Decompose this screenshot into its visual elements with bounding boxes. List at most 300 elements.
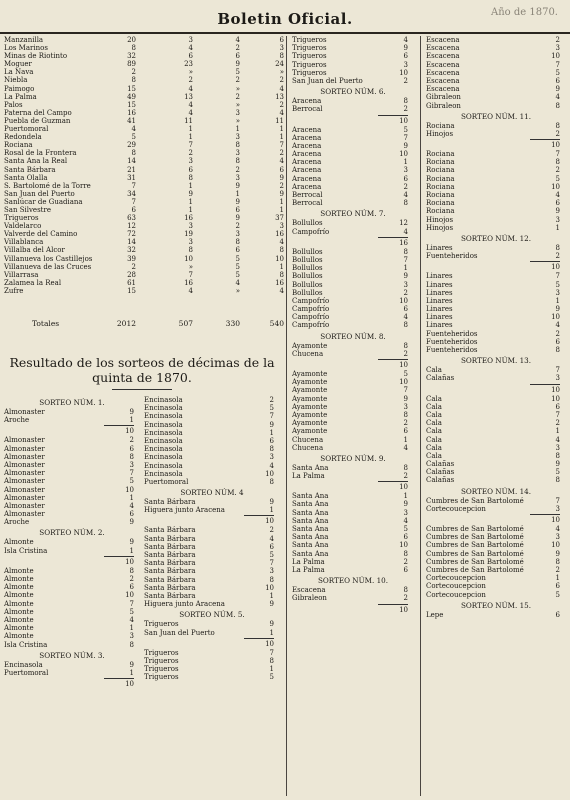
draw-number: 8 bbox=[403, 247, 408, 256]
draw-town: Cortecoucepcion bbox=[426, 574, 486, 583]
draw-entry bbox=[290, 69, 416, 77]
row-value: 20 bbox=[127, 36, 136, 44]
draw-entry bbox=[142, 559, 282, 567]
draw-town: Cortecoucepcion bbox=[426, 582, 486, 591]
draw-entry bbox=[424, 77, 568, 85]
draw-entry bbox=[142, 470, 282, 478]
draw-number: 3 bbox=[129, 460, 134, 469]
draw-town: Trigueros bbox=[292, 68, 327, 77]
totals-label: Totales bbox=[32, 319, 60, 328]
draw-town: Campofrío bbox=[292, 296, 330, 305]
draw-town: Encinasola bbox=[144, 420, 183, 429]
draw-number: 7 bbox=[269, 648, 274, 657]
draw-number: 3 bbox=[555, 288, 560, 297]
column-left bbox=[2, 36, 282, 796]
draw-entry bbox=[424, 533, 568, 541]
title-rule bbox=[112, 389, 172, 390]
draw-heading: SORTEO NÚM. 7. bbox=[320, 209, 386, 219]
draw-town: Higuera junto Aracena bbox=[144, 600, 225, 609]
draw-town: Ayamonte bbox=[292, 394, 328, 403]
draw-entry bbox=[2, 608, 142, 616]
draw-entry bbox=[2, 416, 142, 424]
draw-heading: SORTEO NÚM. 5. bbox=[179, 610, 245, 620]
row-value: 32 bbox=[127, 52, 136, 61]
draw-number: 7 bbox=[269, 559, 274, 568]
draw-entry bbox=[424, 374, 568, 382]
draw-number: 3 bbox=[555, 215, 560, 224]
draw-number: 6 bbox=[403, 174, 408, 183]
draw-number: 6 bbox=[555, 582, 560, 591]
draw-number: 9 bbox=[403, 394, 408, 403]
draw-town: Almonte bbox=[4, 632, 34, 641]
draw-town: Aracena bbox=[292, 97, 322, 106]
draw-entry bbox=[290, 175, 416, 183]
draw-entry bbox=[290, 378, 416, 386]
row-value: 8 bbox=[235, 157, 240, 166]
draw-town: Ayamonte bbox=[292, 427, 328, 436]
draw-number: 3 bbox=[269, 453, 274, 462]
draw-total: 10 bbox=[399, 605, 408, 614]
draw-number: 1 bbox=[129, 624, 134, 633]
draw-entry bbox=[290, 126, 416, 134]
draw-number: 2 bbox=[555, 419, 560, 428]
draw-number: 3 bbox=[555, 44, 560, 53]
row-value: 1 bbox=[279, 197, 284, 206]
row-value: 2 bbox=[235, 222, 240, 231]
draw-entry bbox=[2, 624, 142, 632]
table-row bbox=[2, 141, 282, 149]
draw-number: 10 bbox=[551, 394, 560, 403]
town-name: Rociana bbox=[4, 141, 33, 150]
table-row bbox=[2, 279, 282, 287]
draw-total: 10 bbox=[125, 680, 134, 689]
draw-number: 9 bbox=[269, 620, 274, 629]
draw-number: 8 bbox=[129, 640, 134, 649]
draw-town: Hinojos bbox=[426, 223, 454, 232]
draw-town: Santa Ana bbox=[292, 463, 329, 472]
row-value: 19 bbox=[184, 230, 193, 239]
town-name: Valdelarco bbox=[4, 222, 42, 231]
draw-number: 9 bbox=[269, 600, 274, 609]
draw-entry bbox=[290, 256, 416, 264]
row-value: 9 bbox=[235, 181, 240, 190]
draw-town: Campofrío bbox=[292, 305, 330, 314]
row-value: 16 bbox=[184, 214, 193, 223]
draw-column-1 bbox=[2, 396, 142, 689]
town-name: Manzanilla bbox=[4, 36, 44, 44]
draw-number: 2 bbox=[403, 182, 408, 191]
draw-town: Cala bbox=[426, 451, 442, 460]
draw-entry bbox=[424, 158, 568, 166]
draw-number: 6 bbox=[403, 565, 408, 574]
draw-number: 4 bbox=[269, 534, 274, 543]
draw-town: Chucena bbox=[292, 349, 324, 358]
table-row bbox=[2, 182, 282, 190]
row-value: 12 bbox=[127, 222, 136, 231]
draw-number: 8 bbox=[555, 158, 560, 167]
row-value: 7 bbox=[131, 181, 136, 190]
draw-number: 1 bbox=[269, 665, 274, 674]
draw-town: Escacena bbox=[426, 52, 460, 61]
draw-town: La Palma bbox=[292, 557, 325, 566]
row-value: 3 bbox=[188, 157, 193, 166]
draw-number: 8 bbox=[403, 97, 408, 106]
draw-number: 8 bbox=[403, 199, 408, 208]
draw-entry bbox=[142, 592, 282, 600]
draw-number: 7 bbox=[403, 386, 408, 395]
draw-entry bbox=[424, 444, 568, 452]
table-row bbox=[2, 166, 282, 174]
draw-entry bbox=[424, 476, 568, 484]
draw-entry bbox=[2, 547, 142, 555]
draw-entry bbox=[424, 505, 568, 513]
draw-entry bbox=[424, 395, 568, 403]
draw-town: Encinasola bbox=[144, 396, 183, 404]
draw-entry bbox=[142, 649, 282, 657]
draw-town: Campofrío bbox=[292, 321, 330, 330]
row-value: 13 bbox=[275, 92, 284, 101]
draw-entry bbox=[142, 673, 282, 681]
draw-town: Fuenteheridos bbox=[426, 329, 478, 338]
table-row bbox=[2, 68, 282, 76]
row-value: 5 bbox=[235, 254, 240, 263]
draw-number: 6 bbox=[555, 402, 560, 411]
town-name: Trigueros bbox=[4, 214, 39, 223]
draw-town: Bollullos bbox=[292, 264, 323, 273]
draw-number: 8 bbox=[555, 243, 560, 252]
row-value: 31 bbox=[127, 173, 136, 182]
draw-entry bbox=[424, 252, 568, 260]
row-value: 13 bbox=[184, 92, 193, 101]
draw-entry bbox=[424, 330, 568, 338]
draw-number: 8 bbox=[269, 477, 274, 486]
draw-town: Santa Bárbara bbox=[144, 542, 196, 551]
draw-number: 4 bbox=[403, 516, 408, 525]
draw-town: Cala bbox=[426, 366, 442, 375]
draw-heading: SORTEO NÚM. 3. bbox=[39, 650, 105, 660]
draw-town: Trigueros bbox=[292, 60, 327, 69]
table-row bbox=[2, 246, 282, 254]
town-name: Villablanca bbox=[4, 238, 44, 247]
total-value: 2012 bbox=[116, 319, 136, 328]
draw-entry bbox=[290, 403, 416, 411]
draw-town: Isla Cristina bbox=[4, 546, 48, 555]
draw-town: Almonte bbox=[4, 615, 34, 624]
draw-entry bbox=[2, 469, 142, 477]
row-value: 15 bbox=[127, 84, 136, 93]
draw-number: 4 bbox=[403, 443, 408, 452]
draw-number: 1 bbox=[129, 493, 134, 502]
row-value: 6 bbox=[235, 205, 240, 214]
row-value: 6 bbox=[279, 165, 284, 174]
row-value: 4 bbox=[188, 44, 193, 53]
row-value: 89 bbox=[127, 60, 136, 69]
row-value: 2 bbox=[131, 262, 136, 271]
draw-number: 9 bbox=[555, 207, 560, 216]
row-value: 5 bbox=[235, 68, 240, 77]
draw-town: Cumbres de San Bartolomé bbox=[426, 565, 524, 574]
draw-number: 9 bbox=[555, 85, 560, 94]
draw-entry bbox=[424, 338, 568, 346]
row-value: 15 bbox=[127, 100, 136, 109]
row-value: 8 bbox=[279, 52, 284, 61]
draw-entry bbox=[424, 541, 568, 549]
table-row bbox=[2, 76, 282, 84]
draw-town: Trigueros bbox=[144, 620, 179, 629]
draw-number: 4 bbox=[129, 615, 134, 624]
draw-number: 3 bbox=[555, 533, 560, 542]
row-value: 1 bbox=[188, 205, 193, 214]
draw-entry bbox=[424, 403, 568, 411]
draw-entry bbox=[142, 620, 282, 628]
draw-entry bbox=[290, 509, 416, 517]
draw-number: 10 bbox=[399, 296, 408, 305]
draw-town: Rociana bbox=[426, 174, 455, 183]
draw-town: Berrocal bbox=[292, 199, 323, 208]
draw-total: 10 bbox=[125, 557, 134, 566]
draw-entry bbox=[142, 412, 282, 420]
town-name: Redondela bbox=[4, 133, 42, 142]
row-value: 2 bbox=[279, 181, 284, 190]
draw-entry bbox=[424, 216, 568, 224]
row-value: 1 bbox=[279, 133, 284, 142]
row-value: 4 bbox=[188, 84, 193, 93]
draw-town: Almonte bbox=[4, 591, 34, 600]
town-name: Los Marinos bbox=[4, 44, 48, 53]
draw-town: Calañas bbox=[426, 476, 455, 485]
draw-town: Santa Ana bbox=[292, 533, 329, 542]
draw-number: 9 bbox=[555, 549, 560, 558]
table-row bbox=[2, 133, 282, 141]
draw-town: Aracena bbox=[292, 166, 322, 175]
draw-town: Santa Bárbara bbox=[144, 575, 196, 584]
draw-town: Hinojos bbox=[426, 129, 454, 138]
draw-total: 10 bbox=[551, 516, 560, 524]
draw-number: 2 bbox=[403, 288, 408, 297]
draw-number: 9 bbox=[555, 305, 560, 314]
draw-number: 6 bbox=[403, 533, 408, 542]
town-name: Paterna del Campo bbox=[4, 108, 72, 117]
table-row bbox=[2, 190, 282, 198]
draw-number: 5 bbox=[269, 673, 274, 682]
draw-town: Calañas bbox=[426, 374, 455, 383]
draw-entry bbox=[424, 150, 568, 158]
draw-number: 4 bbox=[403, 36, 408, 44]
row-value: 1 bbox=[188, 181, 193, 190]
row-value: 4 bbox=[188, 108, 193, 117]
draw-entry bbox=[424, 36, 568, 44]
draw-number: 8 bbox=[555, 476, 560, 485]
draw-town: Ayamonte bbox=[292, 410, 328, 419]
draw-number: 6 bbox=[129, 583, 134, 592]
draw-entry bbox=[290, 533, 416, 541]
table-row bbox=[2, 36, 282, 44]
draw-entry bbox=[290, 594, 416, 602]
row-value: 3 bbox=[188, 36, 193, 44]
draw-number: 5 bbox=[555, 468, 560, 477]
draw-town: Linares bbox=[426, 272, 453, 281]
draw-number: 1 bbox=[555, 574, 560, 583]
row-value: 9 bbox=[235, 197, 240, 206]
table-row bbox=[2, 85, 282, 93]
draw-town: Almonaster bbox=[4, 469, 45, 478]
draw-town: Encinasola bbox=[144, 461, 183, 470]
row-value: 8 bbox=[188, 173, 193, 182]
draw-number: 8 bbox=[555, 101, 560, 110]
draw-entry bbox=[424, 566, 568, 574]
draw-number: 2 bbox=[269, 526, 274, 535]
row-value: 32 bbox=[127, 246, 136, 255]
draw-town: Escacena bbox=[426, 68, 460, 77]
row-value: 3 bbox=[235, 108, 240, 117]
draw-town: Encinasola bbox=[144, 428, 183, 437]
draw-number: 3 bbox=[555, 504, 560, 513]
draw-heading: SORTEO NÚM. 15. bbox=[460, 600, 532, 610]
row-value: 16 bbox=[275, 278, 284, 287]
town-name: San Silvestre bbox=[4, 205, 51, 214]
draw-entry bbox=[2, 567, 142, 575]
draw-entry bbox=[424, 52, 568, 60]
draw-number: 5 bbox=[555, 68, 560, 77]
totals-row bbox=[2, 319, 282, 329]
draw-entry bbox=[290, 313, 416, 321]
row-value: 1 bbox=[188, 125, 193, 134]
draw-number: 5 bbox=[555, 174, 560, 183]
draw-entry bbox=[424, 122, 568, 130]
draw-entry bbox=[424, 224, 568, 232]
draw-town: Almonte bbox=[4, 575, 34, 583]
draw-town: Encinasola bbox=[144, 445, 183, 454]
draw-number: 5 bbox=[269, 551, 274, 559]
draw-entry bbox=[424, 272, 568, 280]
draw-town: Santa Ana bbox=[292, 549, 329, 558]
draw-town: Encinasola bbox=[144, 453, 183, 462]
draw-entry bbox=[290, 342, 416, 350]
draw-town: Santa Ana bbox=[292, 500, 329, 509]
table-row bbox=[2, 60, 282, 68]
draw-entry bbox=[424, 183, 568, 191]
draw-town: Encinasola bbox=[144, 404, 183, 413]
row-value: 9 bbox=[235, 214, 240, 223]
row-value: 28 bbox=[127, 270, 136, 279]
draw-town: Bollullos bbox=[292, 247, 323, 256]
total-value: 540 bbox=[269, 319, 284, 328]
draw-town: Cala bbox=[426, 443, 442, 452]
row-value: 61 bbox=[127, 278, 136, 287]
draw-town: Almonte bbox=[4, 624, 34, 633]
draw-number: 9 bbox=[129, 660, 134, 669]
row-value: 6 bbox=[235, 246, 240, 255]
draw-town: Santa Ana bbox=[292, 525, 329, 533]
draw-entry bbox=[424, 550, 568, 558]
draw-entry bbox=[424, 166, 568, 174]
draw-entry bbox=[2, 661, 142, 669]
table-row bbox=[2, 109, 282, 117]
draw-number: 8 bbox=[555, 346, 560, 354]
draw-entry bbox=[424, 346, 568, 354]
row-value: 14 bbox=[127, 157, 136, 166]
draw-entry bbox=[424, 525, 568, 533]
draw-number: 7 bbox=[555, 60, 560, 69]
draw-number: 8 bbox=[403, 341, 408, 350]
draw-town: Bollullos bbox=[292, 255, 323, 264]
row-value: 23 bbox=[184, 60, 193, 69]
draw-town: Hinojos bbox=[426, 215, 454, 224]
draw-number: 6 bbox=[403, 427, 408, 436]
draw-town: Ayamonte bbox=[292, 341, 328, 350]
draw-entry bbox=[2, 408, 142, 416]
draw-heading: SORTEO NÚM. 8. bbox=[320, 331, 386, 341]
table-row bbox=[2, 101, 282, 109]
draw-town: Isla Cristina bbox=[4, 640, 48, 649]
draw-entry bbox=[2, 591, 142, 599]
draw-town: San Juan del Puerto bbox=[144, 628, 215, 637]
row-value: 72 bbox=[127, 230, 136, 239]
table-row bbox=[2, 230, 282, 238]
draw-town: La Palma bbox=[292, 472, 325, 481]
draw-town: Almonaster bbox=[4, 436, 45, 445]
draw-number: 6 bbox=[403, 52, 408, 61]
draw-entry bbox=[2, 461, 142, 469]
draw-total: 10 bbox=[551, 385, 560, 394]
draw-number: 2 bbox=[555, 36, 560, 44]
draw-entry bbox=[424, 419, 568, 427]
row-value: 2 bbox=[235, 165, 240, 174]
row-value: 4 bbox=[279, 157, 284, 166]
draw-heading: SORTEO NÚM. 14. bbox=[460, 486, 532, 496]
draw-town: Higuera junto Aracena bbox=[144, 506, 225, 515]
draw-number: 1 bbox=[555, 427, 560, 436]
draw-entry bbox=[142, 421, 282, 429]
draw-town: Rociana bbox=[426, 150, 455, 159]
table-row bbox=[2, 263, 282, 271]
draw-entry bbox=[290, 297, 416, 305]
draw-entry bbox=[424, 574, 568, 582]
draw-number: 2 bbox=[129, 575, 134, 583]
row-value: 2 bbox=[188, 76, 193, 85]
draw-entry bbox=[142, 600, 282, 608]
row-value: 4 bbox=[235, 278, 240, 287]
draw-total: 10 bbox=[551, 141, 560, 150]
draw-number: 1 bbox=[129, 668, 134, 677]
row-value: 49 bbox=[127, 92, 136, 101]
draw-town: Almonte bbox=[4, 607, 34, 616]
row-value: 5 bbox=[235, 262, 240, 271]
draw-town: Ayamonte bbox=[292, 419, 328, 428]
column-divider bbox=[420, 36, 421, 796]
row-value: 6 bbox=[188, 52, 193, 61]
draw-total: 10 bbox=[399, 483, 408, 492]
draw-entry bbox=[290, 395, 416, 403]
draw-entry bbox=[290, 289, 416, 297]
row-value: 8 bbox=[279, 270, 284, 279]
draw-town: Cala bbox=[426, 402, 442, 411]
draw-number: 10 bbox=[399, 378, 408, 387]
row-value: 3 bbox=[235, 149, 240, 158]
draw-entry bbox=[290, 183, 416, 191]
row-value: 3 bbox=[279, 44, 284, 53]
draw-town: Bollullos bbox=[292, 288, 323, 297]
row-value: 7 bbox=[188, 141, 193, 150]
draw-number: 6 bbox=[555, 610, 560, 619]
draw-town: Aracena bbox=[292, 182, 322, 191]
town-name: Santa Olalla bbox=[4, 173, 48, 182]
draw-town: Campofrío bbox=[292, 227, 330, 236]
draw-entry bbox=[290, 191, 416, 199]
town-name: Niebla bbox=[4, 76, 28, 85]
draw-town: Puertomoral bbox=[4, 668, 49, 677]
row-value: 8 bbox=[279, 246, 284, 255]
